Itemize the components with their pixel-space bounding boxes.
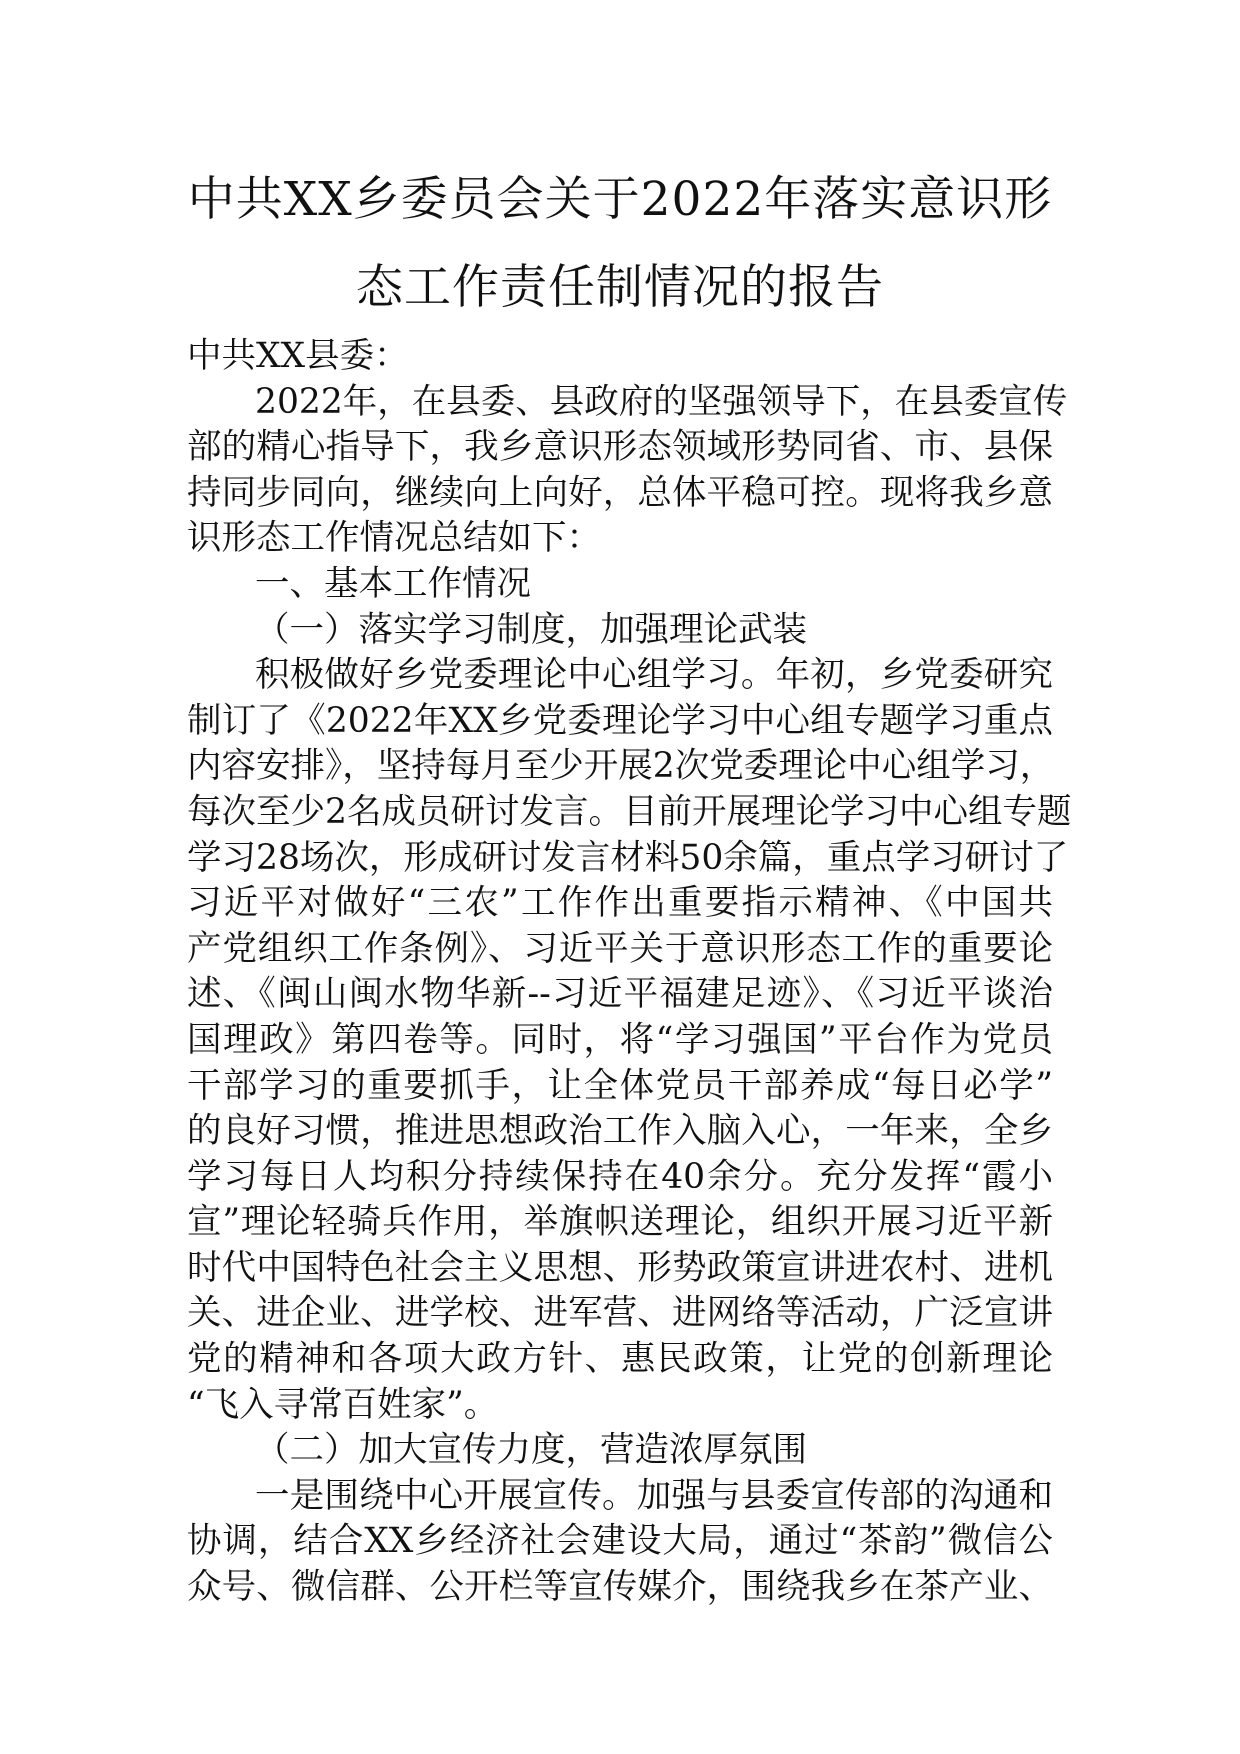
text-line: “飞入寻常百姓家”。 [187,1384,499,1425]
text-line: 产党组织工作条例》、习近平关于意识形态工作的重要论 [187,928,1053,969]
text-line: 宣”理论轻骑兵作用，举旗帜送理论，组织开展习近平新 [187,1202,1053,1243]
text-line: 时代中国特色社会主义思想、形势政策宣讲进农村、进机 [187,1247,1053,1288]
text-line: 的良好习惯，推进思想政治工作入脑入心，一年来，全乡 [187,1111,1053,1152]
text-line: （二）加大宣传力度，营造浓厚氛围 [255,1430,807,1471]
text-line: 内容安排》，坚持每月至少开展2次党委理论中心组学习， [187,746,1055,787]
text-line: 制订了《2022年XX乡党委理论学习中心组专题学习重点 [187,700,1053,741]
text-line: 每次至少2名成员研讨发言。目前开展理论学习中心组专题 [187,791,1072,832]
text-line: 一是围绕中心开展宣传。加强与县委宣传部的沟通和 [255,1475,1053,1516]
text-line: 干部学习的重要抓手，让全体党员干部养成“每日必学” [187,1065,1053,1106]
text-line: 关、进企业、进学校、进军营、进网络等活动，广泛宣讲 [187,1293,1053,1334]
text-line: 述、《闽山闽水物华新--习近平福建足迹》、《习近平谈治 [187,974,1053,1015]
text-line: 积极做好乡党委理论中心组学习。年初，乡党委研究 [255,655,1053,696]
text-line: 持同步同向，继续向上向好，总体平稳可控。现将我乡意 [187,472,1053,513]
document-title-line-2: 态工作责任制情况的报告 [356,260,884,315]
text-line: （一）落实学习制度，加强理论武装 [255,609,807,650]
document-title-line-1: 中共XX乡委员会关于2022年落实意识形 [187,172,1053,227]
text-line: 众号、微信群、公开栏等宣传媒介，围绕我乡在茶产业、 [187,1567,1053,1608]
text-line: 学习每日人均积分持续保持在40余分。充分发挥“霞小 [187,1156,1053,1197]
text-line: 协调，结合XX乡经济社会建设大局，通过“茶韵”微信公 [187,1521,1053,1562]
text-line: 国理政》第四卷等。同时，将“学习强国”平台作为党员 [187,1019,1053,1060]
text-line: 一、基本工作情况 [255,563,531,604]
text-line: 识形态工作情况总结如下： [187,518,601,559]
text-line: 学习28场次，形成研讨发言材料50余篇，重点学习研讨了 [187,837,1069,878]
text-line: 党的精神和各项大政方针、惠民政策，让党的创新理论 [187,1339,1053,1380]
text-line: 2022年，在县委、县政府的坚强领导下，在县委宣传 [255,381,1068,422]
text-line: 习近平对做好“三农”工作作出重要指示精神、《中国共 [187,883,1053,924]
text-line: 中共XX县委： [187,336,409,376]
text-line: 部的精心指导下，我乡意识形态领域形势同省、市、县保 [187,427,1053,468]
document-body [187,334,1072,1611]
